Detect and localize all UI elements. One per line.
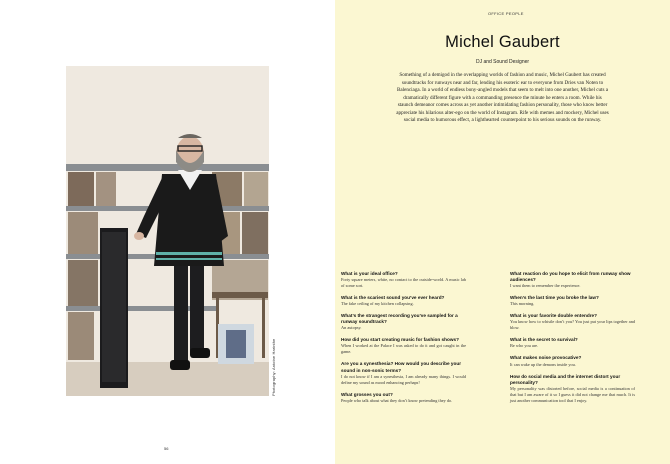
qa-column-left [341,271,466,410]
answer: When I worked at the Palace I was asked to do it and got caught in the game. [341,343,466,355]
answer: People who talk about what they don’t know pretending they do. [341,397,453,403]
question: What grosses you out? [341,391,393,397]
question: How did you start creating music for fashion shows? [341,337,459,343]
question: What is the scariest sound you’ve ever heard? [341,295,445,301]
question: Are you a synesthesia? How would you describe your sound in non-sonic terms? [341,361,462,373]
qa-item [341,295,466,307]
question: What is your ideal office? [341,271,398,276]
question: What is the secret to survival? [510,337,578,343]
section-label: OFFICE PEOPLE [488,11,524,16]
answer: I want them to remember the experience. [510,283,581,289]
answer: An autopsy. [341,325,362,331]
answer: The fake ceiling of my kitchen collapsing. [341,301,414,307]
qa-item [510,355,635,367]
answer: This morning. [510,301,535,307]
photo-credit: Photography: Antoine Harinthe [271,338,276,396]
answer: You know how to whistle don’t you? You just put your lips together and blow. [510,319,635,331]
question: How do social media and the internet distort your personality? [510,373,621,385]
interviewee-role: DJ and Sound Designer [475,59,530,65]
qa-item [510,337,635,349]
question: What’s the strangest recording you’ve sampled for a runway soundtrack? [341,313,458,325]
qa-item [510,374,635,404]
qa-item [341,271,466,289]
qa-item [341,361,466,385]
intro-paragraph: Something of a demigod in the overlapping worlds of fashion and music, Michel Gaubert has created soundtracks for runways near and far, lending his esoteric ear to everyone from Dries van Noten to Balenciaga. In a world of endless bony-angled models that seem to melt into one another, Michel cuts a dramatically different figure with a commanding presence the minute he enters a room. While his staunch demeanor comes across as yet another intimidating fashion personality, those who know better appreciate his hilarious alter-ego on the world of Instagram. Rife with memes and mockery, Michel uses social media to humorous effect, a lighthearted counterpoint to his serious sounds on the runway. [396,72,609,124]
qa-item [510,295,635,307]
question: What is your favorite double entendre? [510,313,597,319]
qa-item [341,392,466,404]
answer: I do not know if I am a synesthesia, I am already many things. I would define my sound as mood enhancing perhaps! [341,373,466,385]
page-number: 56 [164,446,169,451]
qa-column-right [510,271,635,410]
answer: It can wake up the demons inside you. [510,361,576,367]
answer: Be who you are. [510,343,539,349]
qa-item [510,313,635,331]
question: When’s the last time you broke the law? [510,295,599,301]
question: What makes noise provocative? [510,355,582,361]
right-page [335,0,670,464]
answer: My personality was distorted before, social media is a continuation of that but I am aware of it so I guess it did not change me that much. It is just another communication tool that I enjoy. [510,385,635,403]
portrait-photo [66,66,269,396]
interviewee-name: Michel Gaubert [445,33,560,51]
qa-item [510,271,635,289]
question: What reaction do you hope to elicit from runway show audiences? [510,271,631,283]
qa-item [341,337,466,355]
answer: Forty square meters, white, no contact to the outside-world. A music lab of some sort. [341,277,466,289]
qa-item [341,313,466,331]
